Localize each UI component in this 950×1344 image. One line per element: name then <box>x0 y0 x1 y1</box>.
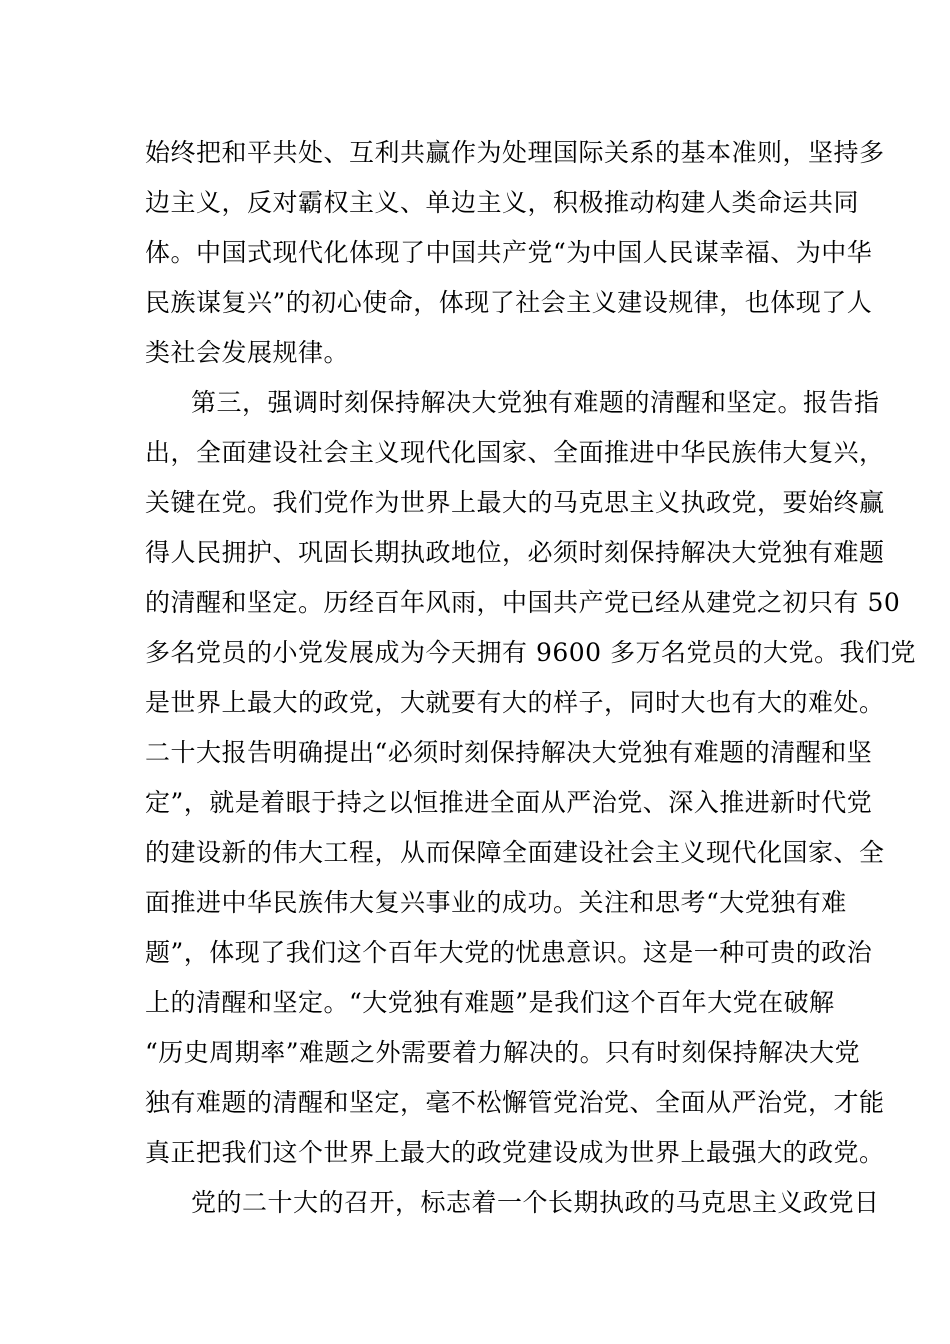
text-line: 始终把和平共处、互利共赢作为处理国际关系的基本准则，坚持多 <box>145 138 885 167</box>
text-line: 真正把我们这个世界上最大的政党建设成为世界上最强大的政党。 <box>145 1138 885 1167</box>
text-line: “历史周期率”难题之外需要着力解决的。只有时刻保持解决大党 <box>145 1038 861 1067</box>
text-line: 独有难题的清醒和坚定，毫不松懈管党治党、全面从严治党，才能 <box>145 1088 885 1117</box>
text-line: 第三，强调时刻保持解决大党独有难题的清醒和坚定。报告指 <box>191 388 880 417</box>
text-line: 面推进中华民族伟大复兴事业的成功。关注和思考“大党独有难 <box>145 888 847 917</box>
text-line: 题”，体现了我们这个百年大党的忧患意识。这是一种可贵的政治 <box>145 938 873 967</box>
text-line: 定”，就是着眼于持之以恒推进全面从严治党、深入推进新时代党 <box>145 788 873 817</box>
text-line: 类社会发展规律。 <box>145 338 350 367</box>
document-body <box>145 128 917 1228</box>
text-line: 多名党员的小党发展成为今天拥有 9600 多万名党员的大党。我们党 <box>145 638 917 667</box>
text-line: 出，全面建设社会主义现代化国家、全面推进中华民族伟大复兴， <box>145 438 885 467</box>
text-line: 关键在党。我们党作为世界上最大的马克思主义执政党，要始终赢 <box>145 488 885 517</box>
text-line: 二十大报告明确提出“必须时刻保持解决大党独有难题的清醒和坚 <box>145 738 873 767</box>
text-line: 的清醒和坚定。历经百年风雨，中国共产党已经从建党之初只有 50 <box>145 588 901 617</box>
text-line: 的建设新的伟大工程，从而保障全面建设社会主义现代化国家、全 <box>145 838 885 867</box>
text-line: 得人民拥护、巩固长期执政地位，必须时刻保持解决大党独有难题 <box>145 538 885 567</box>
text-line: 体。中国式现代化体现了中国共产党“为中国人民谋幸福、为中华 <box>145 238 873 267</box>
text-line: 边主义，反对霸权主义、单边主义，积极推动构建人类命运共同 <box>145 188 860 217</box>
text-line: 上的清醒和坚定。“大党独有难题”是我们这个百年大党在破解 <box>145 988 835 1017</box>
text-line: 民族谋复兴”的初心使命，体现了社会主义建设规律，也体现了人 <box>145 288 873 317</box>
text-line: 是世界上最大的政党，大就要有大的样子，同时大也有大的难处。 <box>145 688 885 717</box>
text-line: 党的二十大的召开，标志着一个长期执政的马克思主义政党日 <box>191 1188 880 1217</box>
